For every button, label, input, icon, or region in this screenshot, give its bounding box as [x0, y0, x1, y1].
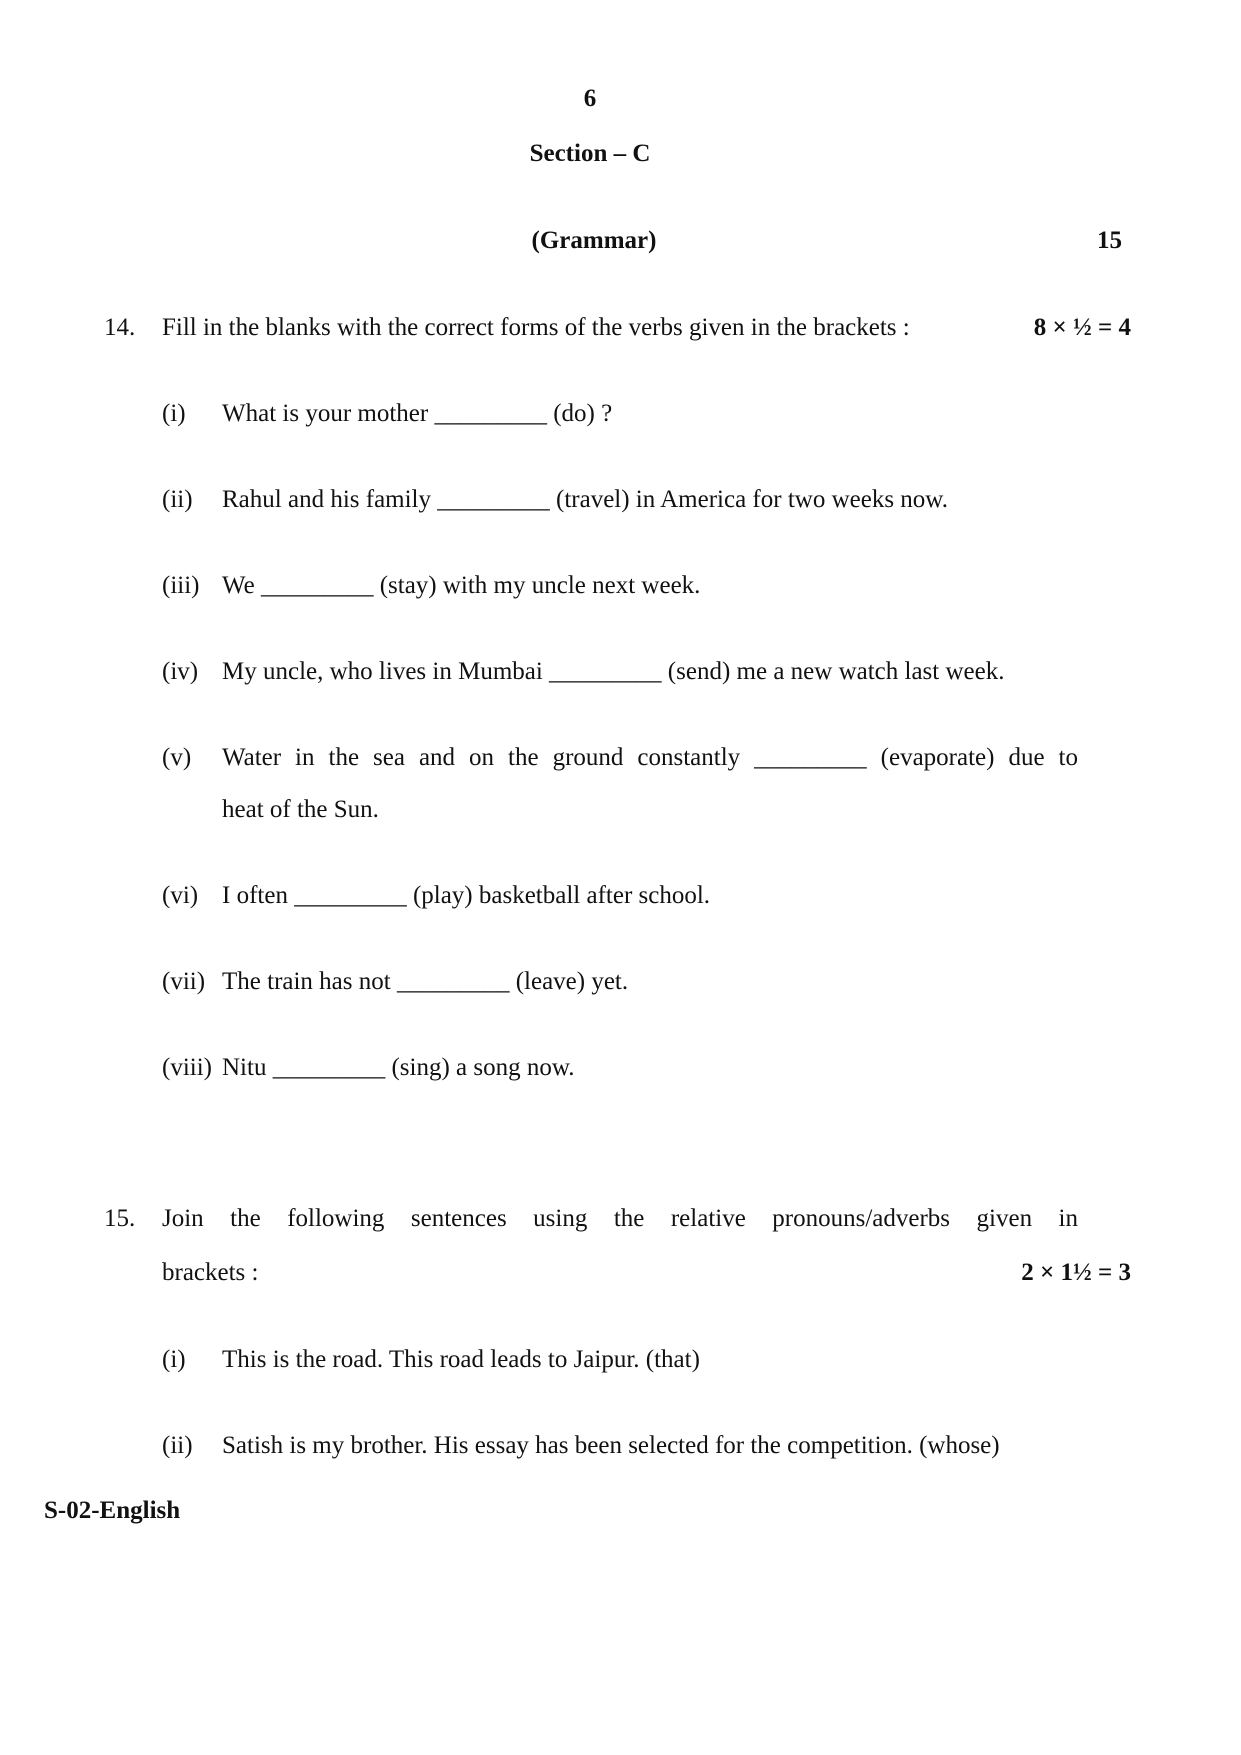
question-marks: 8 × ½ = 4	[1033, 314, 1131, 341]
question-marks: 2 × 1½ = 3	[1021, 1259, 1131, 1286]
item-text: I often _________ (play) basketball after school.	[222, 882, 711, 909]
item-label: (i)	[162, 1346, 186, 1373]
question-text: Fill in the blanks with the correct forms of the verbs given in the brackets :	[162, 314, 910, 341]
section-title: Section – C	[529, 140, 651, 167]
question-text: Join the following sentences using the relative pronouns/adverbs given in	[162, 1205, 1078, 1232]
item-label: (vii)	[162, 968, 206, 995]
item-text: Rahul and his family _________ (travel) in America for two weeks now.	[222, 486, 948, 513]
footer-code: S-02-English	[44, 1497, 181, 1524]
section-subtitle: (Grammar)	[531, 227, 657, 254]
section-marks: 15	[1097, 227, 1122, 254]
item-text: The train has not _________ (leave) yet.	[222, 968, 629, 995]
item-text: We _________ (stay) with my uncle next week.	[222, 572, 701, 599]
item-text: Water in the sea and on the ground constantly _________ (evaporate) due to	[222, 744, 1078, 771]
item-label: (ii)	[162, 1432, 193, 1459]
item-label: (vi)	[162, 882, 199, 909]
item-label: (iii)	[162, 572, 200, 599]
item-text: Satish is my brother. His essay has been selected for the competition. (whose)	[222, 1432, 1000, 1459]
item-text-continuation: heat of the Sun.	[222, 796, 379, 823]
question-text-continuation: brackets :	[162, 1259, 259, 1286]
question-number: 15.	[104, 1205, 136, 1232]
item-text: This is the road. This road leads to Jaipur. (that)	[222, 1346, 700, 1373]
item-text: Nitu _________ (sing) a song now.	[222, 1054, 575, 1081]
item-label: (v)	[162, 744, 192, 771]
item-label: (viii)	[162, 1054, 212, 1081]
item-text: What is your mother _________ (do) ?	[222, 400, 613, 427]
page-number: 6	[583, 85, 597, 112]
item-text: My uncle, who lives in Mumbai _________ (send) me a new watch last week.	[222, 658, 1005, 685]
item-label: (iv)	[162, 658, 199, 685]
item-label: (ii)	[162, 486, 193, 513]
question-number: 14.	[104, 314, 136, 341]
item-label: (i)	[162, 400, 186, 427]
